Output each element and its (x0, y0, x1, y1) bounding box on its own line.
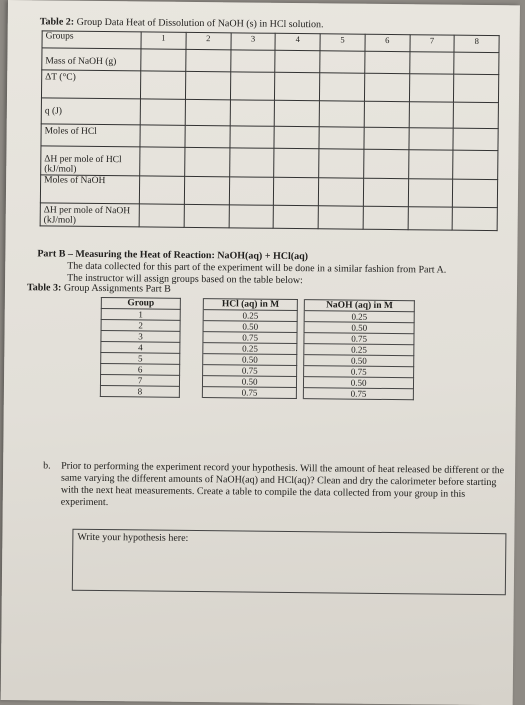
table2-cell[interactable] (275, 50, 320, 72)
table2-cell[interactable] (274, 126, 319, 148)
table2-cell[interactable] (274, 177, 319, 205)
table2-cell[interactable] (408, 150, 453, 179)
table3-cell-naoh: 0.75 (304, 366, 414, 378)
table3-cell-naoh: 0.75 (304, 388, 414, 400)
table2-group-col: 4 (275, 33, 320, 50)
table2-cell[interactable] (453, 150, 498, 179)
table2-cell[interactable] (229, 148, 274, 177)
table2-group-data (40, 30, 500, 231)
table2-cell[interactable] (320, 51, 365, 73)
table3-spacer (180, 331, 203, 342)
table2-cell[interactable] (184, 147, 229, 176)
table2-cell[interactable] (141, 49, 186, 71)
table3-cell-naoh: 0.25 (304, 311, 414, 323)
table2-cell[interactable] (318, 178, 363, 206)
table3-spacer (180, 298, 203, 309)
table2-row-label (41, 146, 140, 176)
table2-cell[interactable] (364, 73, 409, 101)
table2-title-bold: Table 2: (39, 16, 75, 28)
table3-title-text: Group Assignments Part B (61, 282, 171, 295)
hypothesis-box[interactable] (72, 529, 507, 596)
table3-title-bold: Table 3: (26, 282, 62, 294)
question-b-text: Prior to performing the experiment record your hypothesis. Will the amount of heat released be different or the same varying the different amounts of NaOH(aq) and HCl(aq)? Clean and dry the calorimeter before starting with the next heat measurements. Create a table to compile the data collected from your group in this experiment. (60, 460, 505, 509)
table2-group-col: 3 (230, 33, 275, 50)
table2-cell[interactable] (409, 52, 454, 74)
table3-header-naoh: NaOH (aq) in M (305, 300, 415, 312)
table3-header-group: Group (101, 297, 180, 309)
hypothesis-label: Write your hypothesis here: (77, 531, 189, 544)
table2-cell[interactable] (230, 100, 275, 126)
table2-cell[interactable] (453, 102, 498, 128)
table3-cell-hcl: 0.75 (202, 387, 296, 399)
table3-cell-naoh: 0.25 (304, 344, 414, 356)
table2-cell[interactable] (139, 204, 184, 227)
table2-row-label-text: Moles of NaOH (44, 175, 106, 187)
table3-cell-group: 3 (101, 330, 180, 342)
table2-group-col: 2 (186, 32, 231, 49)
table2-cell[interactable] (365, 51, 410, 73)
table2-header-label: Groups (42, 31, 141, 49)
table2-cell[interactable] (186, 49, 231, 71)
table2-row-label (42, 48, 141, 71)
table2-cell[interactable] (139, 176, 184, 204)
part-b-line-1: The data collected for this part of the experiment will be done in a similar fashion from Part A. (67, 260, 447, 276)
table3-spacer (180, 364, 203, 375)
part-b-heading: Part B – Measuring the Heat of Reaction: NaOH(aq) + HCl(aq) (37, 248, 309, 263)
table2-cell[interactable] (273, 205, 318, 228)
table2-row-label (40, 175, 139, 204)
table2-cell[interactable] (454, 52, 499, 74)
question-b-letter: b. (43, 460, 51, 472)
table2-row-label-text: ΔT (°C) (45, 72, 76, 83)
table3-spacer (180, 353, 203, 364)
table3-spacer (179, 375, 202, 386)
table3-cell-naoh: 0.75 (304, 333, 414, 345)
table2-cell[interactable] (409, 74, 454, 102)
table2-row-label (40, 203, 139, 227)
table3-cell-group: 7 (100, 374, 179, 386)
table2-row-label (41, 124, 140, 147)
table2-cell[interactable] (185, 71, 230, 99)
table2-cell[interactable] (363, 206, 408, 229)
table2-cell[interactable] (140, 125, 185, 147)
table3-cell-naoh: 0.50 (304, 322, 414, 334)
table3-cell-hcl: 0.75 (203, 365, 297, 377)
worksheet-page (1, 0, 520, 705)
table2-cell[interactable] (319, 101, 364, 127)
table2-row-label-text: Moles of HCl (44, 126, 97, 137)
table2-title (40, 16, 324, 30)
table3-title (27, 282, 171, 295)
table2-row-label-unit: (kJ/mol) (43, 215, 76, 226)
table3-cell-hcl: 0.75 (203, 332, 297, 344)
table2-title-text: Group Data Heat of Dissolution of NaOH (s) in HCl solution. (74, 16, 324, 31)
table3-cell-naoh: 0.50 (304, 377, 414, 389)
table3-spacer (179, 386, 202, 397)
table2-cell[interactable] (230, 72, 275, 100)
table2-cell[interactable] (184, 204, 229, 227)
table3-cell-group: 6 (101, 363, 180, 375)
table2-row-label-unit: (kJ/mol) (44, 164, 77, 175)
table2-group-col: 8 (454, 35, 499, 52)
table2-cell[interactable] (275, 72, 320, 100)
table2-cell[interactable] (230, 50, 275, 72)
table3-spacer (180, 342, 203, 353)
table2-cell[interactable] (185, 125, 230, 147)
table3-cell-hcl: 0.50 (202, 376, 296, 388)
table2-cell[interactable] (363, 149, 408, 178)
table2-cell[interactable] (319, 73, 364, 101)
table3-cell-hcl: 0.25 (203, 343, 297, 355)
question-b (43, 460, 505, 513)
table2-cell[interactable] (229, 126, 274, 148)
table3-cell-group: 1 (101, 308, 180, 320)
table2-cell[interactable] (408, 128, 453, 150)
table2-cell[interactable] (364, 101, 409, 127)
table2-row-label (41, 98, 140, 125)
table2-cell[interactable] (140, 71, 185, 99)
table2-cell[interactable] (274, 100, 319, 126)
table2-row-label-text: q (J) (44, 106, 63, 117)
table2-cell[interactable] (229, 177, 274, 205)
table3-cell-group: 2 (101, 319, 180, 331)
table2-cell[interactable] (363, 178, 408, 206)
table2-row-label-text: Mass of NaOH (g) (45, 56, 117, 68)
table2-cell[interactable] (453, 179, 498, 207)
table2-cell[interactable] (185, 99, 230, 125)
table2-row-label-text: ΔH per mole of HCl (44, 154, 122, 166)
table2-cell[interactable] (318, 206, 363, 229)
table2-cell[interactable] (364, 127, 409, 149)
table2-row-label (41, 70, 140, 99)
table3-cell-group: 4 (101, 341, 180, 353)
table3-group-assignments (100, 297, 415, 400)
table3-spacer (180, 309, 203, 320)
table2-cell[interactable] (319, 127, 364, 149)
table3-cell-hcl: 0.50 (203, 321, 297, 333)
table2-cell[interactable] (454, 74, 499, 102)
table2-cell[interactable] (184, 176, 229, 204)
table2-group-col: 6 (365, 34, 410, 51)
table3-cell-naoh: 0.50 (304, 355, 414, 367)
table3-cell-hcl: 0.25 (203, 310, 297, 322)
table3-cell-group: 8 (100, 385, 179, 397)
table2-cell[interactable] (408, 179, 453, 207)
table2-cell[interactable] (453, 128, 498, 150)
table2-cell[interactable] (409, 102, 454, 128)
table2-row (40, 203, 497, 231)
table2-group-col: 5 (320, 34, 365, 51)
table2-row-label-text: ΔH per mole of NaOH (43, 205, 131, 217)
table2-cell[interactable] (140, 99, 185, 125)
table3-header-hcl: HCl (aq) in M (203, 299, 297, 311)
table2-group-col: 1 (141, 32, 186, 49)
table2-cell[interactable] (408, 207, 453, 230)
table2-cell[interactable] (229, 205, 274, 228)
table2-row (41, 146, 498, 180)
table2-cell[interactable] (319, 149, 364, 178)
part-b-line-2: The instructor will assign groups based on the table below: (67, 272, 303, 287)
table2-cell[interactable] (452, 207, 497, 230)
table2-cell[interactable] (140, 147, 185, 176)
table2-cell[interactable] (274, 148, 319, 177)
table3-spacer (180, 320, 203, 331)
table2-group-col: 7 (409, 35, 454, 52)
table3-cell-hcl: 0.50 (203, 354, 297, 366)
table3-cell-group: 5 (101, 352, 180, 364)
